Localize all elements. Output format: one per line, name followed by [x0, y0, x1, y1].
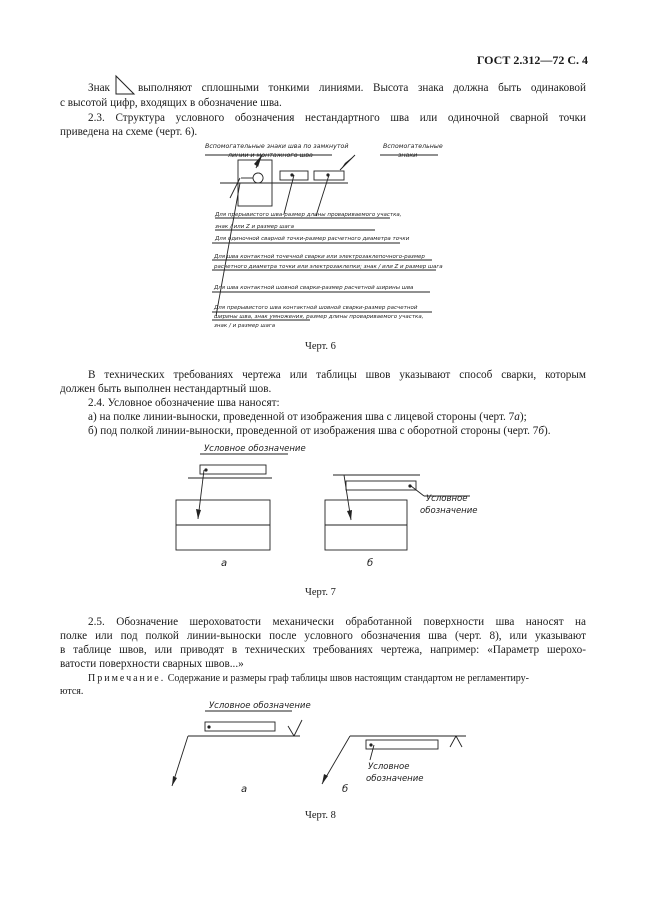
note-line-2: ются. [60, 686, 84, 697]
para-4-item-b-text: б) под полкой линии-выноски, проведенной от изображения шва с оборотной стороны (черт. 7 [88, 425, 539, 437]
fig7-sub-b: б [367, 558, 374, 569]
fig6-branch-2: Для одиночной сварной точки-размер расчетного диаметра точки [215, 236, 410, 242]
para-1-end: с высотой цифр, входящих в обозначение шва. [60, 97, 282, 109]
fig8-label-b-1: Условное [368, 762, 410, 772]
fig8-label-a: Условное обозначение [209, 701, 311, 711]
para-4-item-b-ref: б [538, 425, 544, 437]
fig6-branch-3b: расчетного диаметра точки или электрозаклепки; знак / или Z и размер шага [214, 264, 443, 270]
para-1-start: Знак [88, 82, 110, 94]
para-2-line-2: приведена на схеме (черт. 6). [60, 126, 198, 138]
para-4: 2.4. Условное обозначение шва наносят: [88, 397, 280, 409]
para-4-item-b-suffix: ). [544, 425, 551, 437]
fig6-branch-5a: Для прерывистого шва контактной шовной сварки-размер расчетной [214, 305, 418, 311]
fig7-label-b-1: Условное [426, 494, 468, 504]
page-header: ГОСТ 2.312—72 С. 4 [476, 53, 588, 67]
fig6-caption: Черт. 6 [305, 341, 336, 352]
fig6-label-left-1: Вспомогательные знаки шва по замкнутой [205, 143, 349, 150]
para-1-rest: выполняют сплошными тонкими линиями. Высота знака должна быть одинаковой [138, 82, 586, 94]
fig8-sub-b: б [342, 784, 349, 795]
para-5-line-1: 2.5. Обозначение шероховатости механически обработанной поверхности шва наносят на [88, 616, 586, 628]
fig8-caption: Черт. 8 [305, 810, 336, 821]
fig8-label-b-2: обозначение [366, 774, 424, 784]
fig6-branch-5c: знак / и размер шага [214, 323, 276, 329]
fig7-label-b-2: обозначение [420, 506, 478, 516]
fig7-caption: Черт. 7 [305, 587, 336, 598]
fig6-branch-1a: Для прерывистого шва-размер длины провариваемого участка, [215, 212, 402, 218]
fig6-branch-1b: знак / или Z и размер шага [215, 224, 295, 230]
note-label: Примечание. [88, 673, 166, 684]
note-text: Содержание и размеры граф таблицы швов настоящим стандартом не регламентиру- [167, 673, 529, 684]
fig8-sub-a: а [241, 784, 248, 795]
para-3-line-1: В технических требованиях чертежа или таблицы швов указывают способ сварки, которым [88, 369, 586, 381]
fig6-label-right-2: знаки [398, 152, 418, 159]
fig6-label-left-2: линии и монтажного шва [228, 152, 313, 159]
para-4-item-a-text: а) на полке линии-выноски, проведенной от изображения шва с лицевой стороны (черт. 7 [88, 411, 515, 423]
para-5-line-4: ватости поверхности сварных швов...» [60, 658, 244, 670]
para-2-line-1: 2.3. Структура условного обозначения нестандартного шва или одиночной сварной точки [88, 112, 586, 124]
para-5-line-3: в таблице швов, или приводят в технических требованиях чертежа, например: «Параметр шерохо- [60, 644, 586, 656]
fig7-sub-a: а [221, 558, 228, 569]
fig6-branch-4: Для шва контактной шовной сварки-размер расчетной ширины шва [214, 285, 414, 291]
para-4-item-a-suffix: ); [519, 411, 527, 423]
fig6-label-right-1: Вспомогательные [383, 143, 443, 150]
fig6-branch-5b: ширины шва, знак умножения, размер длины провариваемого участка, [214, 314, 424, 320]
para-3-line-2: должен быть выполнен нестандартный шов. [60, 383, 272, 395]
para-4-item-a-ref: а [514, 411, 520, 423]
fig6-branch-3a: Для шва контактной точечной сварки или электрозаклепочного-размер [214, 254, 425, 260]
fig7-label-a: Условное обозначение [204, 444, 306, 454]
para-5-line-2: полке или под полкой линии-выноски после условного обозначения шва (черт. 8), или указывают [60, 630, 586, 642]
